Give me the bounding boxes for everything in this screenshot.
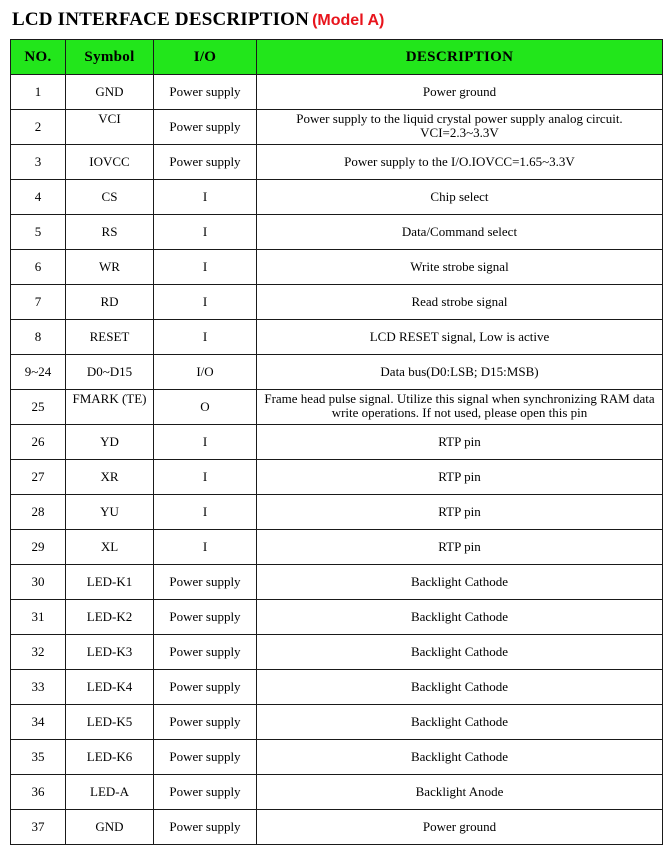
cell-no: 4 xyxy=(11,180,66,215)
cell-description: Chip select xyxy=(257,180,663,215)
cell-symbol: GND xyxy=(66,75,154,110)
cell-io: I xyxy=(154,460,257,495)
header-symbol: Symbol xyxy=(66,40,154,75)
table-row xyxy=(11,670,663,705)
cell-symbol: RS xyxy=(66,215,154,250)
table-row xyxy=(11,215,663,250)
cell-io: I xyxy=(154,285,257,320)
cell-io: I xyxy=(154,495,257,530)
cell-io: I xyxy=(154,250,257,285)
table-row xyxy=(11,460,663,495)
cell-symbol: LED-K1 xyxy=(66,565,154,600)
cell-io: I xyxy=(154,425,257,460)
cell-description: Power ground xyxy=(257,810,663,845)
cell-description: Data/Command select xyxy=(257,215,663,250)
cell-no: 7 xyxy=(11,285,66,320)
table-row xyxy=(11,355,663,390)
cell-symbol-text: VCI xyxy=(98,110,121,126)
header-io: I/O xyxy=(154,40,257,75)
cell-no: 37 xyxy=(11,810,66,845)
table-row xyxy=(11,180,663,215)
cell-no: 33 xyxy=(11,670,66,705)
cell-symbol: RESET xyxy=(66,320,154,355)
cell-no: 1 xyxy=(11,75,66,110)
cell-symbol: LED-K4 xyxy=(66,670,154,705)
table-row xyxy=(11,495,663,530)
cell-description: Data bus(D0:LSB; D15:MSB) xyxy=(257,355,663,390)
header-no: NO. xyxy=(11,40,66,75)
table-row xyxy=(11,320,663,355)
cell-description: Backlight Cathode xyxy=(257,600,663,635)
cell-symbol: RD xyxy=(66,285,154,320)
cell-symbol xyxy=(66,390,154,425)
cell-description: Backlight Anode xyxy=(257,775,663,810)
cell-description: Write strobe signal xyxy=(257,250,663,285)
cell-symbol: LED-K3 xyxy=(66,635,154,670)
table-row xyxy=(11,425,663,460)
cell-no: 31 xyxy=(11,600,66,635)
table-row xyxy=(11,110,663,145)
cell-description: Power ground xyxy=(257,75,663,110)
cell-io: I xyxy=(154,180,257,215)
cell-symbol: D0~D15 xyxy=(66,355,154,390)
cell-symbol: GND xyxy=(66,810,154,845)
cell-symbol: XR xyxy=(66,460,154,495)
cell-no: 8 xyxy=(11,320,66,355)
cell-io: I/O xyxy=(154,355,257,390)
cell-io: Power supply xyxy=(154,145,257,180)
table-row xyxy=(11,740,663,775)
table-row xyxy=(11,285,663,320)
cell-no: 35 xyxy=(11,740,66,775)
cell-no: 6 xyxy=(11,250,66,285)
cell-symbol: LED-K2 xyxy=(66,600,154,635)
cell-io: Power supply xyxy=(154,110,257,145)
cell-io: Power supply xyxy=(154,565,257,600)
cell-symbol: LED-K6 xyxy=(66,740,154,775)
cell-description xyxy=(257,390,663,425)
cell-io: I xyxy=(154,320,257,355)
table-body xyxy=(11,75,663,845)
cell-description: RTP pin xyxy=(257,530,663,565)
table-row xyxy=(11,775,663,810)
table-row xyxy=(11,705,663,740)
cell-no: 26 xyxy=(11,425,66,460)
table-row xyxy=(11,390,663,425)
page-title xyxy=(12,6,384,34)
cell-io: I xyxy=(154,530,257,565)
table-row xyxy=(11,565,663,600)
table-row xyxy=(11,75,663,110)
cell-no: 30 xyxy=(11,565,66,600)
cell-no: 2 xyxy=(11,110,66,145)
cell-description: Backlight Cathode xyxy=(257,740,663,775)
cell-description: LCD RESET signal, Low is active xyxy=(257,320,663,355)
cell-symbol: CS xyxy=(66,180,154,215)
cell-description-text: Power supply to the liquid crystal power supply analog circuit. VCI=2.3~3.3V xyxy=(296,110,623,140)
cell-io: Power supply xyxy=(154,705,257,740)
cell-description: Read strobe signal xyxy=(257,285,663,320)
cell-no: 28 xyxy=(11,495,66,530)
table-row xyxy=(11,145,663,180)
cell-io: I xyxy=(154,215,257,250)
cell-symbol: YD xyxy=(66,425,154,460)
cell-symbol: YU xyxy=(66,495,154,530)
cell-description: Backlight Cathode xyxy=(257,705,663,740)
cell-io: Power supply xyxy=(154,600,257,635)
cell-symbol: LED-K5 xyxy=(66,705,154,740)
cell-symbol xyxy=(66,110,154,145)
table-row xyxy=(11,530,663,565)
cell-description: Power supply to the I/O.IOVCC=1.65~3.3V xyxy=(257,145,663,180)
cell-no: 27 xyxy=(11,460,66,495)
cell-no: 25 xyxy=(11,390,66,425)
cell-symbol: IOVCC xyxy=(66,145,154,180)
cell-description: Backlight Cathode xyxy=(257,635,663,670)
cell-io: Power supply xyxy=(154,740,257,775)
cell-symbol-text: FMARK (TE) xyxy=(72,390,147,406)
cell-description xyxy=(257,110,663,145)
cell-no: 34 xyxy=(11,705,66,740)
table-header-row xyxy=(11,40,663,75)
table-row xyxy=(11,600,663,635)
cell-no: 9~24 xyxy=(11,355,66,390)
cell-io: O xyxy=(154,390,257,425)
table-row xyxy=(11,635,663,670)
table-row xyxy=(11,250,663,285)
cell-symbol: LED-A xyxy=(66,775,154,810)
cell-no: 32 xyxy=(11,635,66,670)
cell-io: Power supply xyxy=(154,775,257,810)
cell-io: Power supply xyxy=(154,670,257,705)
interface-table xyxy=(10,39,663,845)
cell-no: 5 xyxy=(11,215,66,250)
cell-no: 29 xyxy=(11,530,66,565)
cell-description: RTP pin xyxy=(257,460,663,495)
title-model: (Model A) xyxy=(312,12,385,29)
cell-symbol: WR xyxy=(66,250,154,285)
cell-io: Power supply xyxy=(154,810,257,845)
table-row xyxy=(11,810,663,845)
cell-description: RTP pin xyxy=(257,425,663,460)
title-main: LCD INTERFACE DESCRIPTION xyxy=(12,9,310,30)
cell-no: 36 xyxy=(11,775,66,810)
cell-description: Backlight Cathode xyxy=(257,565,663,600)
cell-description: Backlight Cathode xyxy=(257,670,663,705)
cell-description: RTP pin xyxy=(257,495,663,530)
cell-io: Power supply xyxy=(154,635,257,670)
cell-symbol: XL xyxy=(66,530,154,565)
cell-description-text: Frame head pulse signal. Utilize this signal when synchronizing RAM data write operations. If not used, please open this pin xyxy=(264,390,655,420)
cell-no: 3 xyxy=(11,145,66,180)
cell-io: Power supply xyxy=(154,75,257,110)
header-description: DESCRIPTION xyxy=(257,40,663,75)
